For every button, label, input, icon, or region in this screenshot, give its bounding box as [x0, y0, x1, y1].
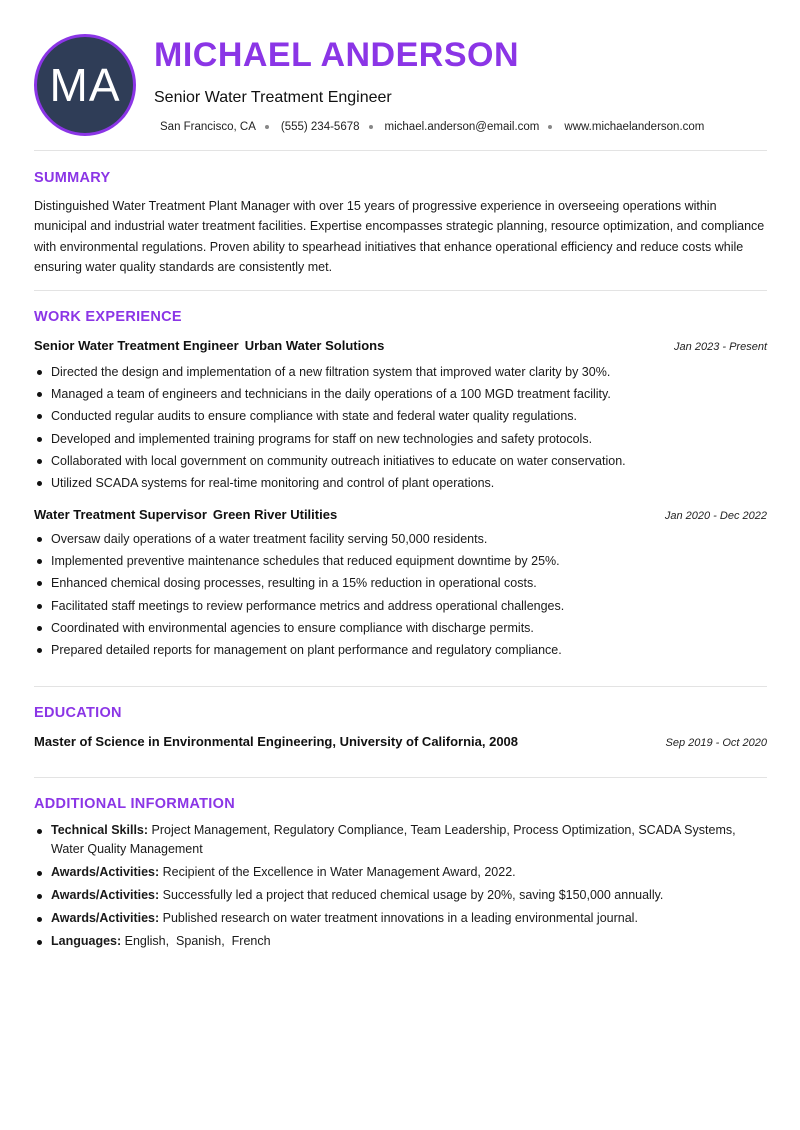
- list-item: [34, 886, 767, 905]
- list-item: Directed the design and implementation of a new filtration system that improved water clarity by 30%.: [34, 364, 767, 380]
- item-text: Recipient of the Excellence in Water Management Award, 2022.: [162, 865, 516, 879]
- item-text: Successfully led a project that reduced chemical usage by 20%, saving $150,000 annually.: [162, 888, 664, 902]
- education-degree: Master of Science in Environmental Engineering, University of California, 2008: [34, 734, 519, 749]
- list-item: Implemented preventive maintenance schedules that reduced equipment downtime by 25%.: [34, 553, 767, 569]
- job-title: Senior Water Treatment Engineer: [34, 338, 239, 353]
- contact-phone: (555) 234-5678: [280, 121, 360, 133]
- list-item: Facilitated staff meetings to review performance metrics and address operational challenges.: [34, 598, 767, 614]
- list-item: Managed a team of engineers and technicians in the daily operations of a 100 MGD treatment facility.: [34, 386, 767, 402]
- separator-dot: [548, 125, 552, 129]
- job-role: [34, 507, 337, 522]
- list-item: [34, 909, 767, 928]
- job-company: Green River Utilities: [212, 507, 338, 522]
- avatar-initials: MA: [49, 59, 121, 111]
- summary-text: Distinguished Water Treatment Plant Manager with over 15 years of progressive experience in overseeing operations within municipal and industrial water treatment facilities. Expertise encompasses strategic planning, resource optimization, and compliance with environmental regulations. Proven ability to spearhead initiatives that enhance operational efficiency and reduce costs while ensuring water quality standards are consistently met.: [34, 199, 765, 274]
- job-title: Water Treatment Supervisor: [34, 507, 207, 522]
- education-heading: EDUCATION: [34, 705, 122, 721]
- job-bullets: [34, 531, 767, 664]
- job-dates: Jan 2020 - Dec 2022: [664, 510, 767, 522]
- job-header: [34, 338, 767, 353]
- item-text: Published research on water treatment innovations in a leading environmental journal.: [162, 911, 638, 925]
- job-bullets: [34, 364, 767, 497]
- list-item: Prepared detailed reports for management on plant performance and regulatory compliance.: [34, 642, 767, 658]
- summary-heading: SUMMARY: [34, 170, 111, 186]
- item-label: Languages:: [51, 934, 122, 948]
- item-label: Awards/Activities:: [51, 865, 160, 879]
- list-item: Oversaw daily operations of a water treatment facility serving 50,000 residents.: [34, 531, 767, 547]
- divider: [34, 686, 767, 687]
- item-text: English, Spanish, French: [124, 934, 271, 948]
- list-item: Collaborated with local government on community outreach initiatives to educate on water conservation.: [34, 453, 767, 469]
- job-role: [34, 338, 384, 353]
- contact-website[interactable]: www.michaelanderson.com: [564, 121, 705, 133]
- education-entry: [34, 734, 767, 749]
- job-company: Urban Water Solutions: [244, 338, 385, 353]
- job-header: [34, 507, 767, 522]
- list-item: Coordinated with environmental agencies to ensure compliance with discharge permits.: [34, 620, 767, 636]
- divider: [34, 777, 767, 778]
- job-dates: Jan 2023 - Present: [674, 341, 767, 353]
- education-dates: Sep 2019 - Oct 2020: [665, 737, 767, 749]
- additional-list: [34, 821, 767, 955]
- contact-line: [160, 121, 704, 133]
- list-item: Conducted regular audits to ensure compliance with state and federal water quality regulations.: [34, 408, 767, 424]
- item-text: Project Management, Regulatory Compliance, Team Leadership, Process Optimization, SCADA Systems, Water Quality Management: [51, 823, 736, 856]
- list-item: [34, 821, 767, 859]
- contact-location: San Francisco, CA: [160, 121, 256, 133]
- candidate-title: Senior Water Treatment Engineer: [154, 89, 392, 106]
- separator-dot: [265, 125, 269, 129]
- separator-dot: [369, 125, 373, 129]
- list-item: Enhanced chemical dosing processes, resulting in a 15% reduction in operational costs.: [34, 575, 767, 591]
- item-label: Awards/Activities:: [51, 888, 160, 902]
- list-item: Developed and implemented training programs for staff on new technologies and safety protocols.: [34, 431, 767, 447]
- list-item: [34, 863, 767, 882]
- contact-email[interactable]: michael.anderson@email.com: [384, 121, 540, 133]
- avatar: [34, 34, 136, 136]
- divider: [34, 150, 767, 151]
- item-label: Awards/Activities:: [51, 911, 160, 925]
- list-item: [34, 932, 767, 951]
- item-label: Technical Skills:: [51, 823, 149, 837]
- divider: [34, 290, 767, 291]
- candidate-name: MICHAEL ANDERSON: [154, 36, 520, 74]
- additional-heading: ADDITIONAL INFORMATION: [34, 796, 235, 812]
- experience-heading: WORK EXPERIENCE: [34, 309, 182, 325]
- list-item: Utilized SCADA systems for real-time monitoring and control of plant operations.: [34, 475, 767, 491]
